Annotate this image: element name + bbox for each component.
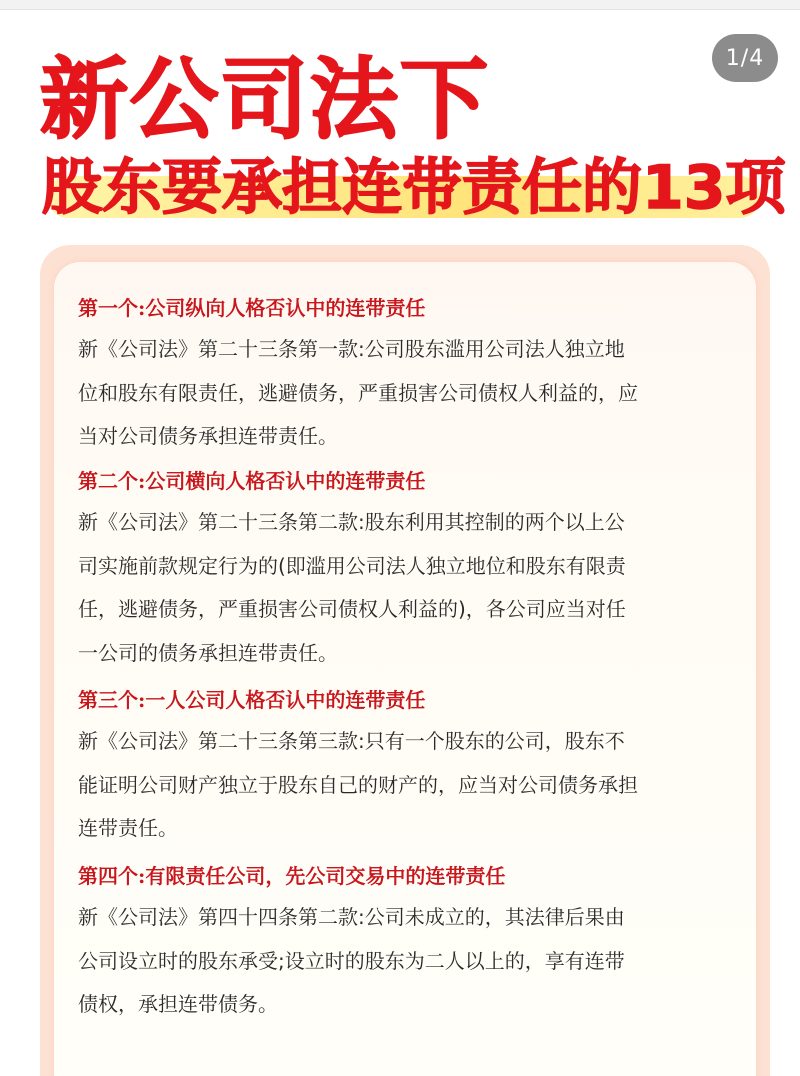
body-line: 新《公司法》第二十三条第一款:公司股东滥用公司法人独立地 [78,337,625,361]
body-line: 司实施前款规定行为的(即滥用公司法人独立地位和股东有限责 [78,553,626,578]
body-line: 公司设立时的股东承受;设立时的股东为二人以上的，享有连带 [78,948,625,973]
body-line: 连带责任。 [78,816,178,840]
body-line: 任，逃避债务，严重损害公司债权人利益的)，各公司应当对任 [78,597,626,621]
page-title: 新公司法下 [40,48,491,151]
top-divider [0,0,800,10]
section-2 [78,463,738,675]
body-line: 当对公司债务承担连带责任。 [78,424,338,448]
body-line: 新《公司法》第四十四条第二款:公司未成立的，其法律后果由 [78,905,625,929]
body-line: 新《公司法》第二十三条第二款:股东利用其控制的两个以上公 [78,510,625,534]
section-1 [78,290,738,459]
page-subtitle: 股东要承担连带责任的13项 [42,153,786,223]
page-indicator: 1/4 [712,34,778,82]
section-body [78,328,738,459]
body-line: 一公司的债务承担连带责任。 [78,640,338,665]
section-body [78,501,738,675]
section-heading: 第三个:一人公司人格否认中的连带责任 [78,688,426,712]
body-line: 位和股东有限责任，逃避债务，严重损害公司债权人利益的，应 [78,380,638,405]
body-line: 新《公司法》第二十三条第三款:只有一个股东的公司，股东不 [78,729,625,753]
section-3 [78,682,738,851]
section-4 [78,858,738,1027]
body-line: 债权，承担连带债务。 [78,992,278,1016]
section-heading: 第四个:有限责任公司，先公司交易中的连带责任 [78,864,506,888]
body-line: 能证明公司财产独立于股东自己的财产的，应当对公司债务承担 [78,772,638,797]
section-heading: 第一个:公司纵向人格否认中的连带责任 [78,296,426,320]
section-body [78,720,738,851]
section-body [78,896,738,1027]
section-heading: 第二个:公司横向人格否认中的连带责任 [78,469,426,493]
